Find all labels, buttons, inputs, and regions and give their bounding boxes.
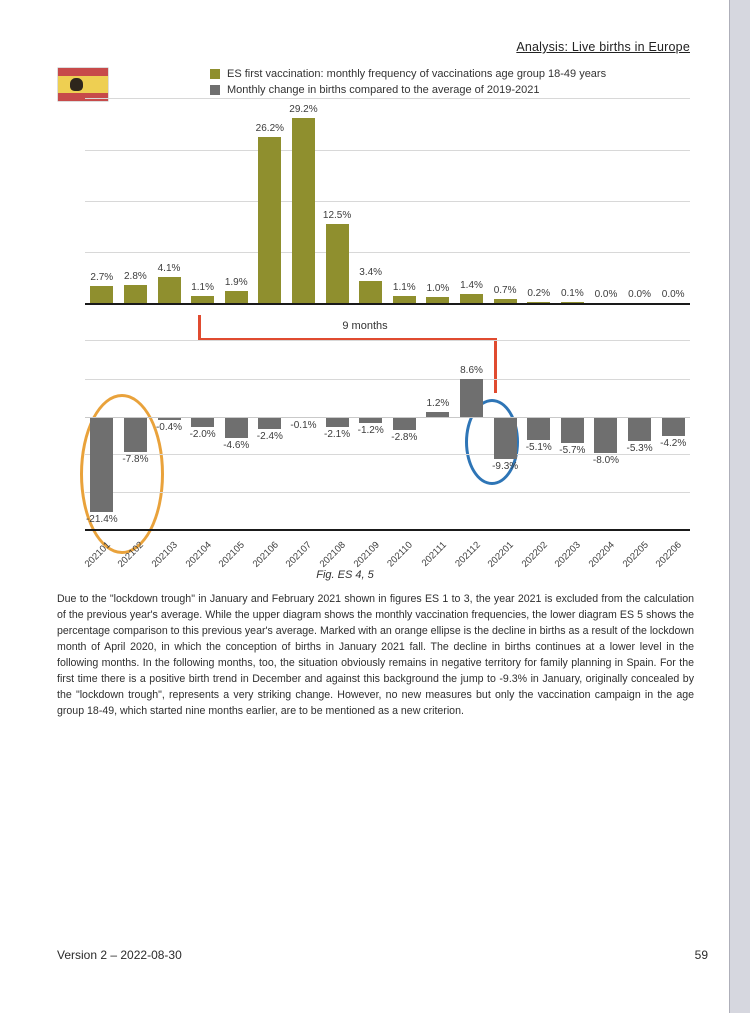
bar-vaccination-202101 [90, 286, 113, 303]
bar-value-label: 26.2% [255, 123, 285, 134]
bar-vaccination-202109 [359, 281, 382, 303]
page-footer [57, 948, 708, 962]
bar-birth-change-202205 [628, 418, 651, 441]
legend-item-vaccination [210, 66, 606, 82]
gridline [85, 252, 690, 253]
flag-emblem [70, 78, 83, 91]
bar-birth-change-202109 [359, 418, 382, 423]
x-tick-202104: 202104 [183, 539, 214, 570]
nine-months-label: 9 months [342, 320, 388, 332]
x-tick-202106: 202106 [250, 539, 281, 570]
bar-vaccination-202108 [326, 224, 349, 303]
bar-value-label: -2.0% [189, 429, 216, 440]
gridline [85, 379, 690, 380]
bar-birth-change-202111 [426, 412, 449, 417]
bar-value-label: -4.2% [660, 438, 687, 449]
gridline [85, 340, 690, 341]
bar-value-label: -1.2% [357, 425, 384, 436]
bar-value-label: 0.0% [628, 289, 651, 300]
bar-birth-change-202106 [258, 418, 281, 429]
bar-value-label: -5.7% [559, 445, 586, 456]
x-tick-202102: 202102 [116, 539, 147, 570]
gridline [85, 492, 690, 493]
bar-value-label: -9.3% [492, 461, 519, 472]
bar-birth-change-202204 [594, 418, 617, 453]
legend-swatch-gray [210, 85, 220, 95]
x-tick-202204: 202204 [586, 539, 617, 570]
bar-value-label: 1.4% [460, 280, 483, 291]
x-tick-202103: 202103 [149, 539, 180, 570]
bar-value-label: -5.1% [525, 442, 552, 453]
bar-vaccination-202104 [191, 296, 214, 303]
bar-birth-change-202101 [90, 418, 113, 512]
x-tick-202107: 202107 [284, 539, 315, 570]
bar-value-label: -7.8% [122, 454, 149, 465]
x-tick-202203: 202203 [553, 539, 584, 570]
legend-label: Monthly change in births compared to the average of 2019-2021 [227, 84, 540, 96]
x-tick-202202: 202202 [519, 539, 550, 570]
legend-swatch-olive [210, 69, 220, 79]
bar-value-label: -2.8% [391, 432, 418, 443]
bar-value-label: 2.7% [90, 272, 114, 283]
x-tick-202111: 202111 [419, 539, 449, 569]
x-tick-202101: 202101 [82, 539, 113, 570]
figure-caption: Fig. ES 4, 5 [316, 569, 374, 581]
bar-vaccination-202202 [527, 302, 550, 303]
bar-birth-change-202206 [662, 418, 685, 436]
bar-birth-change-202103 [158, 418, 181, 420]
bar-value-label: 1.9% [224, 277, 248, 288]
upper-x-axis [85, 303, 690, 305]
x-tick-202109: 202109 [351, 539, 382, 570]
bar-value-label: 29.2% [289, 104, 318, 115]
bar-birth-change-202108 [326, 418, 349, 427]
bar-birth-change-202202 [527, 418, 550, 440]
bar-vaccination-202111 [426, 297, 449, 303]
bar-value-label: 2.8% [124, 271, 147, 282]
bar-value-label: -2.4% [256, 431, 283, 442]
version-label: Version 2 – 2022-08-30 [57, 948, 182, 962]
bar-value-label: 1.1% [392, 282, 416, 293]
bar-birth-change-202201 [494, 418, 517, 459]
bar-value-label: 3.4% [359, 267, 383, 278]
bar-value-label: -21.4% [85, 514, 118, 525]
bar-value-label: -0.1% [290, 420, 317, 431]
x-tick-202105: 202105 [216, 539, 248, 570]
bar-value-label: -4.6% [223, 440, 250, 451]
bar-vaccination-202110 [393, 296, 416, 303]
bar-value-label: 12.5% [322, 210, 352, 221]
page-edge-strip [729, 0, 750, 1013]
bar-vaccination-202107 [292, 118, 315, 303]
bar-value-label: -2.1% [324, 429, 351, 440]
bar-birth-change-202105 [225, 418, 248, 438]
bar-vaccination-202103 [158, 277, 181, 303]
legend-label: ES first vaccination: monthly frequency of vaccinations age group 18-49 years [227, 68, 607, 80]
lower-x-axis [85, 529, 690, 531]
gridline [85, 150, 690, 151]
bar-vaccination-202106 [258, 137, 281, 303]
page-number: 59 [694, 948, 708, 962]
gridline [85, 98, 690, 99]
bar-vaccination-202201 [494, 299, 517, 303]
bar-value-label: 0.2% [527, 288, 551, 299]
flag-stripe [58, 76, 108, 93]
bar-birth-change-202104 [191, 418, 214, 427]
bar-vaccination-202105 [225, 291, 248, 303]
bar-value-label: 8.6% [460, 365, 483, 376]
bar-value-label: 4.1% [157, 263, 181, 274]
bar-vaccination-202102 [124, 285, 147, 303]
body-paragraph: Due to the "lockdown trough" in January and February 2021 shown in figures ES 1 to 3, the year 2021 is excluded from the calculation of the previous year's average. While the upper diagram shows the monthly vaccination frequencies, the lower diagram ES 5 shows the percentage comparison to this previous year's average. Marked with an orange ellipse is the decline in births as a result of the lockdown month of April 2020, in which the conception of births in January 2021 fall. The decline in births continues at a lower level in the following months. In the following months, too, the situation obviously remains in negative territory for family planning in Spain. For the first time there is a positive birth trend in December and against this background the jump to -9.3% in January, originally concealed by the "lockdown trough", represents a very striking change. However, no new measures but only the vaccination campaign in the age group 18-49, which started nine months earlier, are to be mentioned as a new criterion. [57, 593, 694, 717]
bar-value-label: 0.0% [594, 289, 618, 300]
x-tick-202205: 202205 [620, 539, 651, 570]
bar-value-label: 1.0% [426, 283, 450, 294]
x-tick-202108: 202108 [317, 539, 348, 570]
bar-value-label: 0.0% [661, 289, 685, 300]
bar-birth-change-202203 [561, 418, 584, 443]
chart-legend [210, 66, 606, 98]
bar-birth-change-202102 [124, 418, 147, 452]
gridline [85, 201, 690, 202]
bar-value-label: 1.2% [426, 398, 450, 409]
bar-birth-change-202112 [460, 379, 483, 417]
flag-stripe [58, 68, 108, 76]
bar-value-label: 0.1% [560, 288, 584, 299]
x-tick-202110: 202110 [385, 539, 416, 570]
x-tick-202201: 202201 [485, 539, 517, 570]
bar-value-label: -5.3% [626, 443, 653, 454]
x-tick-202206: 202206 [653, 539, 685, 570]
bar-value-label: -8.0% [592, 455, 620, 466]
bar-value-label: 1.1% [191, 282, 215, 293]
bar-birth-change-202110 [393, 418, 416, 430]
bar-vaccination-202112 [460, 294, 483, 303]
bar-value-label: -0.4% [155, 422, 183, 433]
bar-vaccination-202203 [561, 302, 584, 303]
x-tick-202112: 202112 [452, 539, 483, 570]
combined-bar-charts [82, 95, 690, 585]
bar-value-label: 0.7% [493, 285, 517, 296]
page-title: Analysis: Live births in Europe [516, 40, 690, 54]
